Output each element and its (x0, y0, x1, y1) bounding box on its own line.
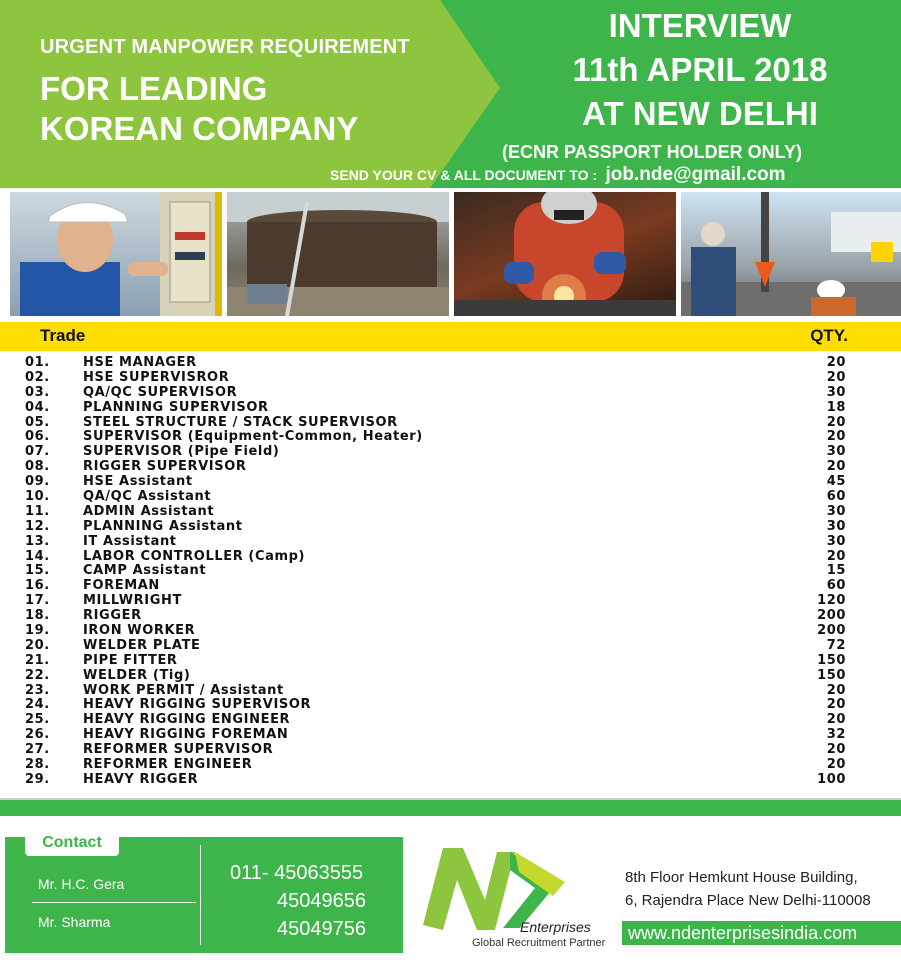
row-trade: RIGGER (83, 608, 142, 624)
table-row (0, 579, 901, 594)
address-line-1: 8th Floor Hemkunt House Building, (625, 869, 858, 886)
row-qty: 20 (826, 682, 846, 698)
row-qty: 120 (817, 593, 846, 609)
row-trade: HSE Assistant (83, 474, 193, 490)
row-number: 26. (25, 727, 50, 743)
row-qty: 20 (826, 697, 846, 713)
row-number: 02. (25, 369, 50, 385)
row-number: 08. (25, 459, 50, 475)
row-trade: MILLWRIGHT (83, 593, 182, 609)
row-trade: HEAVY RIGGING ENGINEER (83, 712, 291, 728)
row-qty: 32 (826, 727, 846, 743)
contact-divider (32, 902, 196, 903)
row-number: 28. (25, 757, 50, 773)
row-trade: IT Assistant (83, 533, 177, 549)
column-trade-header: Trade (40, 326, 86, 345)
row-trade: HEAVY RIGGING SUPERVISOR (83, 697, 312, 713)
row-qty: 20 (826, 459, 846, 475)
row-number: 15. (25, 563, 50, 579)
row-number: 23. (25, 682, 50, 698)
row-qty: 30 (826, 444, 846, 460)
row-trade: SUPERVISOR (Pipe Field) (83, 444, 280, 460)
row-qty: 30 (826, 533, 846, 549)
table-row (0, 490, 901, 505)
row-qty: 60 (826, 578, 846, 594)
table-header (0, 322, 901, 351)
row-number: 10. (25, 489, 50, 505)
row-number: 27. (25, 742, 50, 758)
row-number: 21. (25, 652, 50, 668)
row-number: 24. (25, 697, 50, 713)
table-row (0, 624, 901, 639)
table-row (0, 371, 901, 386)
row-trade: HSE MANAGER (83, 355, 197, 370)
electrician-photo (10, 192, 222, 316)
table-row (0, 356, 901, 371)
row-qty: 60 (826, 489, 846, 505)
phone-number-3[interactable]: 45049756 (277, 918, 366, 940)
row-number: 12. (25, 518, 50, 534)
row-number: 29. (25, 771, 50, 787)
row-qty: 20 (826, 742, 846, 758)
row-trade: REFORMER ENGINEER (83, 757, 253, 773)
row-trade: PIPE FITTER (83, 652, 178, 668)
phone-number-2[interactable]: 45049656 (277, 890, 366, 912)
table-row (0, 728, 901, 743)
row-number: 06. (25, 429, 50, 445)
table-row (0, 505, 901, 520)
row-qty: 20 (826, 712, 846, 728)
table-row (0, 639, 901, 654)
table-row (0, 386, 901, 401)
table-row (0, 401, 901, 416)
row-number: 07. (25, 444, 50, 460)
row-qty: 30 (826, 384, 846, 400)
row-number: 01. (25, 355, 50, 370)
row-number: 19. (25, 623, 50, 639)
table-row (0, 430, 901, 445)
row-number: 20. (25, 637, 50, 653)
row-number: 14. (25, 548, 50, 564)
row-trade: IRON WORKER (83, 623, 196, 639)
row-number: 05. (25, 414, 50, 430)
ecnr-note: (ECNR PASSPORT HOLDER ONLY) (502, 142, 803, 162)
contact-name-1: Mr. H.C. Gera (38, 876, 125, 892)
contact-name-2: Mr. Sharma (38, 914, 111, 930)
row-trade: QA/QC SUPERVISOR (83, 384, 238, 400)
table-row (0, 713, 901, 728)
row-trade: QA/QC Assistant (83, 489, 212, 505)
row-trade: HEAVY RIGGER (83, 771, 199, 787)
contact-title: Contact (25, 830, 119, 856)
table-row (0, 594, 901, 609)
row-number: 22. (25, 667, 50, 683)
row-qty: 20 (826, 548, 846, 564)
row-trade: RIGGER SUPERVISOR (83, 459, 247, 475)
row-trade: ADMIN Assistant (83, 503, 215, 519)
table-row (0, 609, 901, 624)
address-line-2: 6, Rajendra Place New Delhi-110008 (625, 892, 871, 909)
send-cv-line (330, 164, 786, 186)
company-line-1: FOR LEADING (40, 70, 268, 107)
contact-vertical-divider (200, 845, 201, 945)
row-qty: 200 (817, 623, 846, 639)
column-qty-header: QTY. (810, 326, 848, 345)
storage-tank-photo (227, 192, 449, 316)
row-qty: 20 (826, 429, 846, 445)
urgent-heading: URGENT MANPOWER REQUIREMENT (40, 36, 410, 58)
row-qty: 100 (817, 771, 846, 787)
interview-date: 11th APRIL 2018 (572, 51, 828, 88)
website-link[interactable]: www.ndenterprisesindia.com (622, 921, 901, 945)
table-row (0, 758, 901, 773)
row-qty: 45 (826, 474, 846, 490)
table-row (0, 520, 901, 535)
interview-location: AT NEW DELHI (582, 95, 818, 132)
row-qty: 72 (826, 637, 846, 653)
interview-title: INTERVIEW (608, 7, 792, 44)
table-row (0, 684, 901, 699)
row-number: 13. (25, 533, 50, 549)
row-qty: 150 (817, 652, 846, 668)
table-row (0, 445, 901, 460)
row-trade: HEAVY RIGGING FOREMAN (83, 727, 289, 743)
row-trade: CAMP Assistant (83, 563, 207, 579)
row-number: 16. (25, 578, 50, 594)
row-trade: PLANNING Assistant (83, 518, 243, 534)
company-line-2: KOREAN COMPANY (40, 110, 359, 147)
table-row (0, 550, 901, 565)
divider-stripe (0, 798, 901, 816)
table-row (0, 564, 901, 579)
row-qty: 15 (826, 563, 846, 579)
row-number: 11. (25, 503, 50, 519)
row-trade: LABOR CONTROLLER (Camp) (83, 548, 306, 564)
row-qty: 150 (817, 667, 846, 683)
send-cv-label: SEND YOUR CV & ALL DOCUMENT TO : (330, 167, 598, 183)
table-row (0, 475, 901, 490)
row-qty: 20 (826, 355, 846, 370)
row-trade: FOREMAN (83, 578, 160, 594)
row-trade: REFORMER SUPERVISOR (83, 742, 274, 758)
logo-enterprises-text: Enterprises (520, 919, 591, 935)
email-link[interactable]: job.nde@gmail.com (605, 164, 786, 185)
row-number: 18. (25, 608, 50, 624)
table-row (0, 698, 901, 713)
interview-block (540, 4, 860, 136)
row-trade: WELDER PLATE (83, 637, 201, 653)
logo-tagline: Global Recruitment Partner (472, 937, 606, 949)
row-qty: 20 (826, 757, 846, 773)
row-qty: 20 (826, 414, 846, 430)
trade-list (0, 356, 901, 788)
welder-photo (454, 192, 676, 316)
row-qty: 20 (826, 369, 846, 385)
table-row (0, 669, 901, 684)
table-row (0, 743, 901, 758)
row-qty: 200 (817, 608, 846, 624)
row-trade: STEEL STRUCTURE / STACK SUPERVISOR (83, 414, 398, 430)
row-qty: 30 (826, 503, 846, 519)
table-row (0, 535, 901, 550)
row-number: 09. (25, 474, 50, 490)
header-banner (0, 0, 901, 188)
table-row (0, 773, 901, 788)
table-row (0, 416, 901, 431)
row-qty: 18 (826, 399, 846, 415)
table-row (0, 654, 901, 669)
row-number: 03. (25, 384, 50, 400)
row-qty: 30 (826, 518, 846, 534)
table-row (0, 460, 901, 475)
row-number: 17. (25, 593, 50, 609)
row-trade: WORK PERMIT / Assistant (83, 682, 284, 698)
row-trade: SUPERVISOR (Equipment-Common, Heater) (83, 429, 423, 445)
row-trade: WELDER (Tig) (83, 667, 191, 683)
row-number: 25. (25, 712, 50, 728)
photo-strip (0, 188, 901, 320)
row-number: 04. (25, 399, 50, 415)
row-trade: PLANNING SUPERVISOR (83, 399, 269, 415)
phone-number-1[interactable]: 011- 45063555 (230, 862, 364, 884)
row-trade: HSE SUPERVISROR (83, 369, 230, 385)
riggers-photo (681, 192, 901, 316)
